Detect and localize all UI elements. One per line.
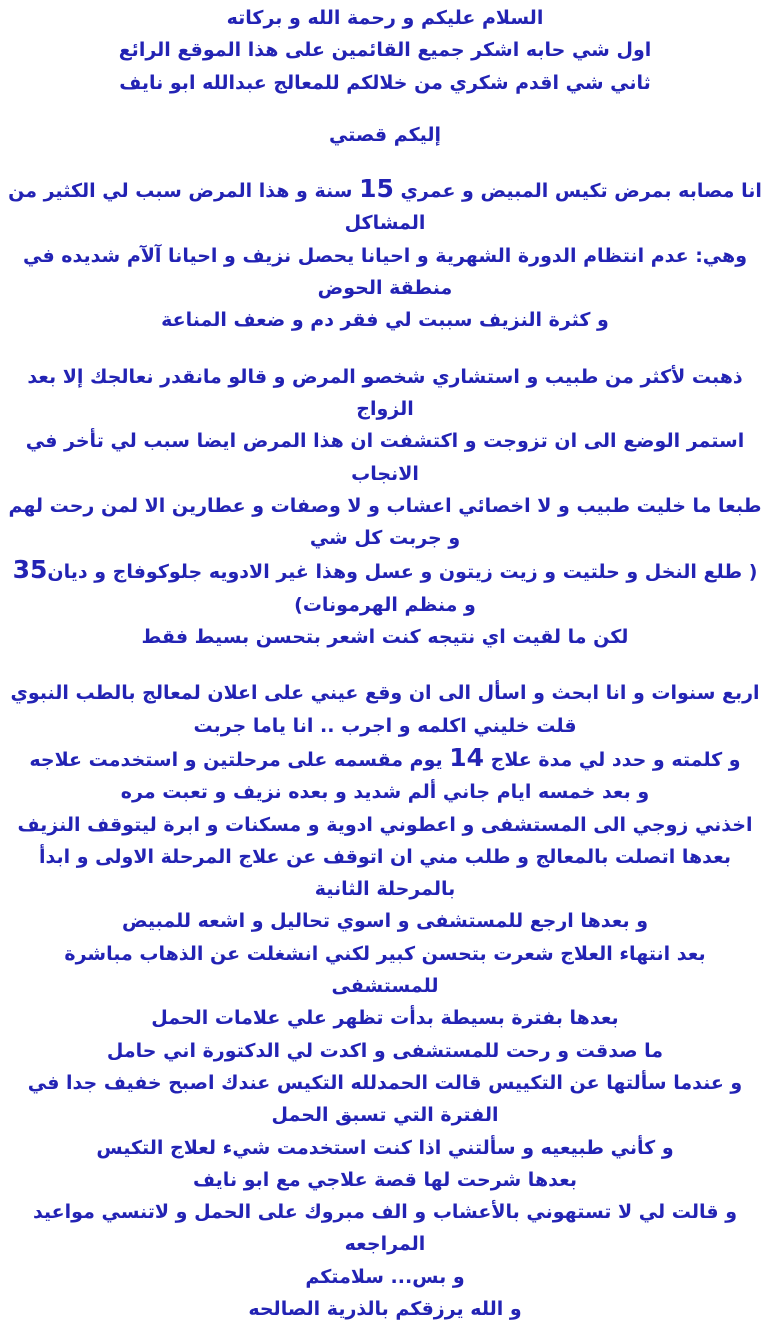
text-line (8, 742, 762, 776)
text-line: طبعا ما خليت طبيب و لا اخصائي اعشاب و لا وصفات و عطارين الا لمن رحت لهم و جربت كل شي (8, 494, 762, 550)
text-line (8, 173, 762, 240)
text-line: و قالت لي لا تستهوني بالأعشاب و الف مبروك على الحمل و لاتنسي مواعيد المراجعه (32, 1201, 738, 1256)
age-number: 15 (359, 174, 394, 204)
text-segment: يوم مقسمه على مرحلتين و استخدمت علاجه (29, 748, 450, 771)
text-line: اربع سنوات و انا ابحث و اسأل الى ان وقع عيني على اعلان لمعالج بالطب النبوي (10, 682, 760, 705)
text-line: بعدها اتصلت بالمعالج و طلب مني ان اتوقف عن علاج المرحلة الاولى و ابدأ بالمرحلة الثانية (39, 845, 731, 901)
text-line: ذهبت لأكثر من طبيب و استشاري شخصو المرض و قالو مانقدر نعالجك إلا بعد الزواج (27, 365, 743, 420)
story-heading: إليكم قصتي (328, 123, 442, 146)
text-line: اخذني زوجي الى المستشفى و اعطوني ادوية و مسكنات و ابرة ليتوقف النزيف (17, 813, 753, 836)
text-line: استمر الوضع الى ان تزوجت و اكتشفت ان هذا المرض ايضا سبب لي تأخر في الانجاب (25, 430, 745, 485)
closing-line: و الله يرزقكم بالذرية الصالحه (248, 1297, 522, 1320)
days-number: 14 (449, 742, 485, 772)
text-line: السلام عليكم و رحمة الله و بركاته (226, 7, 544, 29)
condition-paragraph (0, 173, 770, 336)
text-line: وهي: عدم انتظام الدورة الشهرية و احيانا يحصل نزيف و احيانا آلآم شديده في منطقة الحوض (22, 244, 748, 300)
text-line: و بعدها ارجع للمستشفى و اسوي تحاليل و اشعه للمبيض (121, 910, 649, 933)
text-segment: انا مصابه بمرض تكيس المبيض و عمري (393, 180, 762, 203)
attempts-paragraph (0, 361, 770, 654)
text-line: و عندما سألتها عن التكييس قالت الحمدلله التكيس عندك اصبح خفيف جدا في الفترة التي تسبق الحمل (27, 1071, 743, 1127)
text-segment: ( طلع النخل و حلتيت و زيت زيتون و عسل وهذا غير الادويه جلوكوفاج و ديان (47, 561, 758, 584)
text-line: و كثرة النزيف سببت لي فقر دم و ضعف المناعة (161, 309, 609, 332)
text-line: قلت خليني اكلمه و اجرب .. انا ياما جربت (193, 714, 577, 737)
text-line: بعدها بفترة بسيطة بدأت تظهر علي علامات الحمل (151, 1007, 619, 1030)
treatment-paragraph (0, 677, 770, 1325)
text-segment: سنة و هذا المرض سبب لي الكثير من المشاكل (8, 180, 426, 235)
text-line: بعد انتهاء العلاج شعرت بتحسن كبير لكني انشغلت عن الذهاب مباشرة للمستشفى (64, 942, 706, 998)
story-heading-paragraph (0, 119, 770, 151)
medicine-number: 35 (12, 555, 48, 585)
text-line: اول شي حابه اشكر جميع القائمين على هذا الموقع الرائع (118, 39, 652, 62)
text-segment: و كلمته و حدد لي مدة علاج (484, 748, 741, 771)
text-line: و بس... سلامتكم (305, 1265, 465, 1288)
text-line: لكن ما لقيت اي نتيجه كنت اشعر بتحسن بسيط فقط (141, 626, 629, 649)
text-line: و بعد خمسه ايام جاني ألم شديد و بعده نزيف و تعبت مره (120, 781, 650, 804)
text-line: ما صدقت و رحت للمستشفى و اكدت لي الدكتورة اني حامل (106, 1039, 664, 1062)
text-line: ثاني شي اقدم شكري من خلالكم للمعالج عبدالله ابو نايف (119, 71, 651, 94)
text-line: و كأني طبيعيه و سألتني اذا كنت استخدمت شيء لعلاج التكيس (96, 1136, 674, 1159)
greeting-paragraph (0, 0, 770, 99)
text-line: بعدها شرحت لها قصة علاجي مع ابو نايف (193, 1168, 577, 1191)
text-segment: و منظم الهرمونات) (294, 593, 476, 616)
text-line (8, 554, 762, 621)
